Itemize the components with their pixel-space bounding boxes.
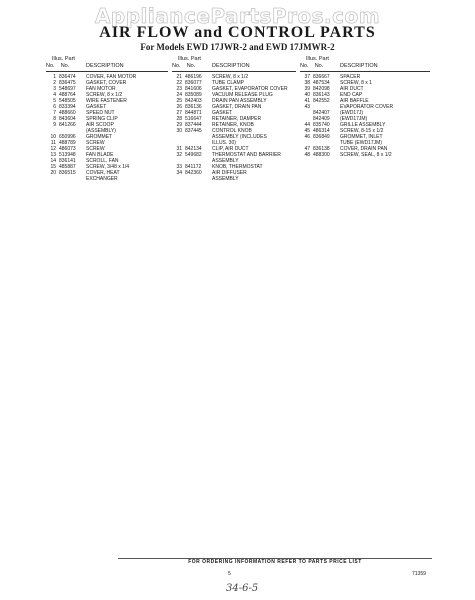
part-number: 836475	[59, 80, 76, 86]
part-description: GASKET, DRAIN PAN	[212, 104, 262, 110]
part-number: 836141	[59, 158, 76, 164]
part-number: 836138	[313, 146, 330, 152]
part-description: TUBE CLAMP	[212, 80, 244, 86]
part-description: (EWD17J)	[340, 110, 364, 116]
illus-number: 1	[53, 74, 56, 80]
part-description: SCREW, 8 x 1/2	[86, 92, 123, 98]
part-description: GROMMET	[86, 134, 113, 140]
part-description: WIRE FASTENER	[86, 98, 127, 104]
part-description: FAN MOTOR	[86, 86, 116, 92]
part-description: GROMMET, INLET	[340, 134, 383, 140]
page-number: 5	[228, 571, 231, 577]
illus-number: 20	[50, 170, 56, 176]
part-number: 487534	[313, 80, 330, 86]
illus-number: 40	[304, 92, 310, 98]
illus-number: 38	[304, 80, 310, 86]
header-illus-part: Illus. Part	[306, 56, 329, 62]
part-number: 843604	[59, 116, 76, 122]
part-description: COVER, DRAIN PAN	[340, 146, 388, 152]
part-description: EVAPORATOR COVER	[340, 104, 394, 110]
part-description: TUBE (EWD17JM)	[340, 140, 382, 146]
illus-number: 10	[50, 134, 56, 140]
part-number: 513948	[59, 152, 76, 158]
part-number: 486196	[185, 74, 202, 80]
part-description: GRILLE ASSEMBLY	[340, 122, 386, 128]
ordering-note: FOR ORDERING INFORMATION REFER TO PARTS PRICE LIST	[188, 559, 362, 565]
part-description: GASKET	[212, 110, 233, 116]
part-description: COVER, FAN MOTOR	[86, 74, 137, 80]
illus-number: 21	[176, 74, 182, 80]
parts-column-2	[172, 54, 296, 182]
part-number: 488789	[59, 140, 76, 146]
part-number: 841172	[185, 164, 202, 170]
part-description: SCREW, 8-15 x 1/2	[340, 128, 384, 134]
illus-number: 48	[304, 152, 310, 158]
column-header	[300, 54, 430, 74]
part-description: ASSEMBLY	[212, 176, 239, 182]
illus-number: 23	[176, 86, 182, 92]
part-description: SCREW	[86, 146, 105, 152]
part-description: SPRING CLIP	[86, 116, 118, 122]
part-description: GASKET	[86, 104, 107, 110]
part-number: 844871	[185, 110, 202, 116]
illus-number: 32	[176, 152, 182, 158]
illus-number: 13	[50, 152, 56, 158]
illus-number: 8	[53, 116, 56, 122]
part-number: 650996	[59, 134, 76, 140]
part-number: 516647	[185, 116, 202, 122]
illus-number: 47	[304, 146, 310, 152]
part-number: 842409	[313, 116, 330, 122]
part-number: 842360	[185, 170, 202, 176]
illus-number: 22	[176, 80, 182, 86]
illus-number: 31	[176, 146, 182, 152]
part-description: COVER, HEAT	[86, 170, 120, 176]
part-description: ASSEMBLY (INCLUDES	[212, 134, 267, 140]
illus-number: 11	[50, 140, 56, 146]
illus-number: 4	[53, 92, 56, 98]
part-description: SPEED NUT	[86, 110, 115, 116]
illus-number: 14	[50, 158, 56, 164]
header-no: No. No.	[46, 63, 70, 69]
part-number: 836474	[59, 74, 76, 80]
part-description: SPACER	[340, 74, 361, 80]
part-description: EXCHANGER	[86, 176, 118, 182]
illus-number: 33	[176, 164, 182, 170]
part-description: AIR DIFFUSER	[212, 170, 247, 176]
parts-rows	[172, 74, 296, 182]
part-number: 488300	[313, 152, 330, 158]
header-description: DESCRIPTION	[340, 63, 378, 69]
illus-number: 45	[304, 128, 310, 134]
part-description: THERMOSTAT AND BARRIER	[212, 152, 281, 158]
handwritten-note: 34-6-5	[226, 583, 259, 594]
part-number: 837445	[185, 128, 202, 134]
part-number: 488660	[59, 110, 76, 116]
header-illus-part: Illus. Part	[178, 56, 201, 62]
part-number: 836849	[313, 134, 330, 140]
document-code: 71359	[412, 571, 426, 577]
part-description: GASKET, EVAPORATOR COVER	[212, 86, 288, 92]
part-number: 548505	[59, 98, 76, 104]
illus-number: 6	[53, 104, 56, 110]
part-description: CONTROL KNOB	[212, 128, 252, 134]
part-number: 841266	[59, 122, 76, 128]
part-description: SCREW, 8 x 1	[340, 80, 372, 86]
illus-number: 12	[50, 146, 56, 152]
header-description: DESCRIPTION	[86, 63, 124, 69]
part-number: 549682	[185, 152, 202, 158]
part-description: (EWD17JM)	[340, 116, 368, 122]
part-description: RETAINER, DAMPER	[212, 116, 262, 122]
header-illus-part: Illus. Part	[52, 56, 75, 62]
part-description: SCREW, SEAL, 8 x 1/2	[340, 152, 392, 158]
part-number: 836667	[313, 74, 330, 80]
part-number: 488764	[59, 92, 76, 98]
part-description: END CAP	[340, 92, 363, 98]
part-number: 486073	[59, 146, 76, 152]
part-number: 836136	[185, 104, 202, 110]
model-subtitle: For Models EWD 17JWR-2 and EWD 17JMWR-2	[140, 42, 335, 52]
part-number: 837444	[185, 122, 202, 128]
illus-number: 34	[176, 170, 182, 176]
illus-number: 44	[304, 122, 310, 128]
page-title: AIR FLOW and CONTROL PARTS	[99, 24, 376, 41]
column-header	[172, 54, 296, 74]
part-number: 835740	[313, 122, 330, 128]
illus-number: 5	[53, 98, 56, 104]
illus-number: 29	[176, 122, 182, 128]
part-number: 835089	[185, 92, 202, 98]
part-description: SCREW, 3/48 x 1/4	[86, 164, 130, 170]
part-number: 833394	[59, 104, 76, 110]
illus-number: 39	[304, 86, 310, 92]
watermark-text: AppliancePartsPros.com	[94, 4, 381, 28]
parts-rows	[46, 74, 168, 182]
header-no: No. No.	[172, 63, 196, 69]
illus-number: 24	[176, 92, 182, 98]
illus-number: 7	[53, 110, 56, 116]
illus-number: 28	[176, 116, 182, 122]
part-description: DRAIN PAN ASSEMBLY	[212, 98, 267, 104]
part-row	[300, 152, 430, 158]
part-row	[46, 176, 168, 182]
part-description: SCREW	[86, 140, 105, 146]
part-description: GASKET, COVER	[86, 80, 127, 86]
illus-number: 41	[304, 98, 310, 104]
part-number: 842552	[313, 98, 330, 104]
part-number: 548697	[59, 86, 76, 92]
illus-number: 9	[53, 122, 56, 128]
part-number: 842098	[313, 86, 330, 92]
header-rule	[300, 71, 430, 72]
part-description: KNOB, THERMOSTAT	[212, 164, 263, 170]
illus-number: 27	[176, 110, 182, 116]
header-rule	[46, 71, 168, 72]
part-description: AIR DUCT	[340, 86, 364, 92]
part-number: 842403	[185, 98, 202, 104]
parts-rows	[300, 74, 430, 158]
part-description: SCREW, 8 x 1/2	[212, 74, 249, 80]
header-rule	[172, 71, 296, 72]
illus-number: 2	[53, 80, 56, 86]
part-number: 842134	[185, 146, 202, 152]
illus-number: 46	[304, 134, 310, 140]
part-number: 842407	[313, 110, 330, 116]
part-description: SCROLL, FAN	[86, 158, 119, 164]
part-description: ILLUS. 30)	[212, 140, 236, 146]
illus-number: 15	[50, 164, 56, 170]
header-description: DESCRIPTION	[212, 63, 250, 69]
illus-number: 30	[176, 128, 182, 134]
part-description: VACUUM RELEASE PLUG	[212, 92, 273, 98]
part-number: 836143	[313, 92, 330, 98]
part-description: AIR SCOOP	[86, 122, 114, 128]
part-number: 836077	[185, 80, 202, 86]
part-number: 836515	[59, 170, 76, 176]
column-header	[46, 54, 168, 74]
illus-number: 25	[176, 98, 182, 104]
part-number: 486314	[313, 128, 330, 134]
part-description: ASSEMBLY	[212, 158, 239, 164]
illus-number: 37	[304, 74, 310, 80]
illus-number: 26	[176, 104, 182, 110]
part-row	[172, 176, 296, 182]
part-description: AIR BAFFLE	[340, 98, 369, 104]
parts-column-3	[300, 54, 430, 158]
parts-column-1	[46, 54, 168, 182]
part-number: 841606	[185, 86, 202, 92]
illus-number: 43	[304, 104, 310, 110]
part-description: RETAINER, KNOB	[212, 122, 254, 128]
part-number: 485887	[59, 164, 76, 170]
part-description: CLIP, AIR DUCT	[212, 146, 249, 152]
part-description: FAN BLADE	[86, 152, 114, 158]
illus-number: 3	[53, 86, 56, 92]
part-description: (ASSEMBLY)	[86, 128, 116, 134]
header-no: No. No.	[300, 63, 324, 69]
